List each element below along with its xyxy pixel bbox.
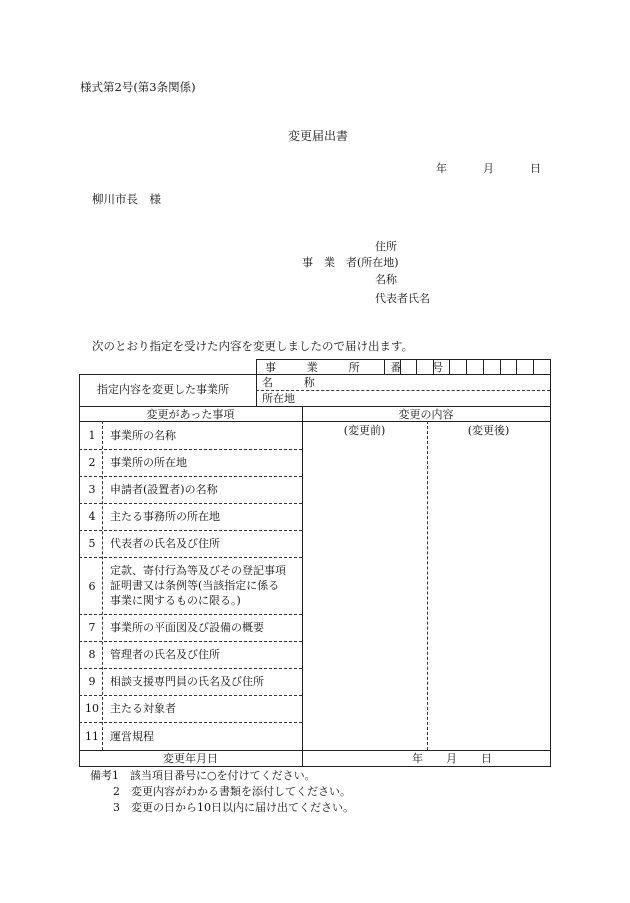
applicant-representative-label: 代表者氏名 [375,292,430,305]
office-location-label: 所在地 [262,392,295,405]
items-header: 変更があった事項 [146,408,235,421]
item-label: 事業所の平面図及び設備の概要 [110,621,264,634]
page-title: 変更届出書 [288,129,349,143]
applicant-party-label: 事 業 者(所在地) [302,256,399,269]
content-header: 変更の内容 [398,408,454,421]
date-year-label: 年 [436,162,447,175]
item-label: 事業所の名称 [110,429,176,442]
item-number: 2 [88,456,96,469]
form-id: 様式第2号(第3条関係) [80,80,196,94]
item-label-line: 証明書又は条例等(当該指定に係る [110,579,280,592]
before-label: (変更前) [343,424,386,437]
change-date-day: 日 [481,752,492,765]
change-date-year: 年 [412,752,423,765]
note-3: 3 変更の日から10日以内に届け出てください。 [113,801,354,814]
office-name-label: 名 称 [262,376,325,389]
item-number: 11 [85,730,99,743]
intro-text: 次のとおり指定を受けた内容を変更しましたので届け出ます。 [92,339,414,353]
item-label: 主たる事務所の所在地 [110,510,220,523]
item-label-line: 定款、寄付行為等及びその登記事項 [110,564,286,577]
change-date-label: 変更年月日 [163,752,218,765]
item-number: 8 [88,648,96,661]
note-2: 2 変更内容がわかる書類を添付してください。 [113,785,351,798]
addressee: 柳川市長 様 [92,192,161,206]
item-label-line: 事業に関するものに限る。) [110,594,241,607]
item-label: 管理者の氏名及び住所 [110,648,220,661]
date-month-label: 月 [483,162,494,175]
change-date-month: 月 [446,752,457,765]
item-number: 7 [88,621,96,634]
item-label: 申請者(設置者)の名称 [110,483,218,496]
item-number: 3 [88,483,96,496]
item-number: 10 [85,702,99,715]
item-label: 代表者の氏名及び住所 [110,537,220,550]
item-label: 相談支援専門員の氏名及び住所 [110,675,264,688]
after-label: (変更後) [467,424,510,437]
item-number: 9 [88,675,96,688]
item-number: 5 [88,537,96,550]
item-number: 1 [88,429,96,442]
office-number-label: 事 業 所 番 号 [265,361,454,374]
item-label: 事業所の所在地 [110,456,187,469]
item-number: 6 [88,580,96,593]
changed-office-label: 指定内容を変更した事業所 [97,383,229,396]
item-number: 4 [88,510,96,523]
date-day-label: 日 [530,162,541,175]
applicant-address-label: 住所 [375,240,397,253]
item-label: 主たる対象者 [110,702,176,715]
item-label: 運営規程 [110,730,154,743]
applicant-name-label: 名称 [375,273,397,286]
note-1: 備考1 該当項目番号に○を付けてください。 [90,769,316,782]
